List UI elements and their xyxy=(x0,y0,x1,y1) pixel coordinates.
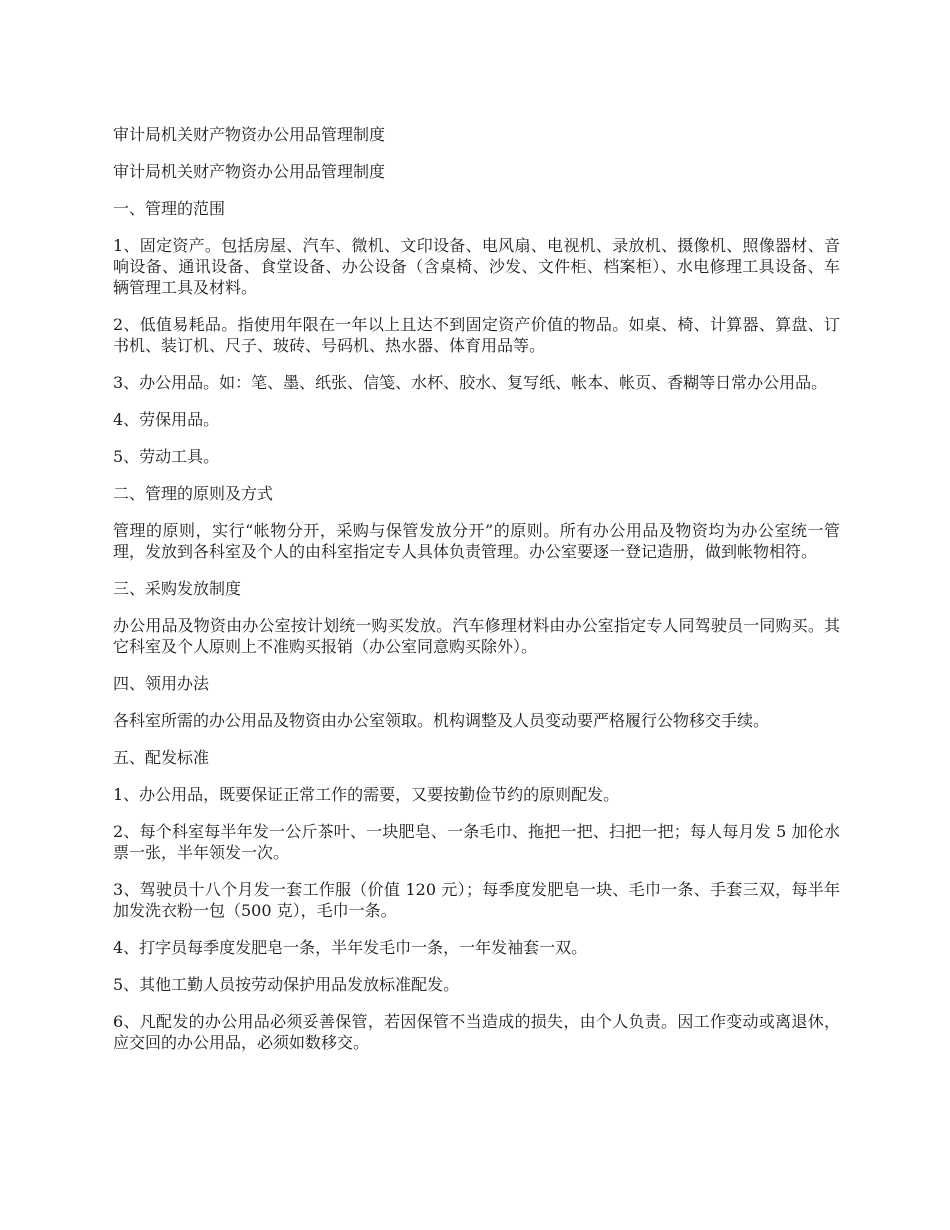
document-page xyxy=(113,124,840,1069)
paragraph-fixed-assets: 1、固定资产。包括房屋、汽车、微机、文印设备、电风扇、电视机、录放机、摄像机、照像器材、音响设备、通讯设备、食堂设备、办公设备（含桌椅、沙发、文件柜、档案柜）、水电修理工具设备、车辆管理工具及材料。 xyxy=(113,236,840,297)
paragraph-standard-4: 4、打字员每季度发肥皂一条，半年发毛巾一条，一年发袖套一双。 xyxy=(113,938,588,957)
section-heading-principles: 二、管理的原则及方式 xyxy=(113,484,274,503)
paragraph-labor-tools: 5、劳动工具。 xyxy=(113,447,220,466)
paragraph-principles: 管理的原则，实行“帐物分开，采购与保管发放分开”的原则。所有办公用品及物资均为办公室统一管理，发放到各科室及个人的由科室指定专人具体负责管理。办公室要逐一登记造册，做到帐物相符。 xyxy=(113,521,840,561)
paragraph-requisition: 各科室所需的办公用品及物资由办公室领取。机构调整及人员变动要严格履行公物移交手续。 xyxy=(113,711,770,730)
section-heading-scope: 一、管理的范围 xyxy=(113,199,226,218)
paragraph-standard-3: 3、驾驶员十八个月发一套工作服（价值 120 元）；每季度发肥皂一块、毛巾一条、手套三双，每半年加发洗衣粉一包（500 克），毛巾一条。 xyxy=(113,880,840,920)
paragraph-standard-6: 6、凡配发的办公用品必须妥善保管，若因保管不当造成的损失，由个人负责。因工作变动或离退休，应交回的办公用品，必须如数移交。 xyxy=(113,1012,840,1052)
paragraph-consumables: 2、低值易耗品。指使用年限在一年以上且达不到固定资产价值的物品。如桌、椅、计算器、算盘、订书机、装订机、尺子、玻砖、号码机、热水器、体育用品等。 xyxy=(113,315,840,355)
paragraph-labor-protection: 4、劳保用品。 xyxy=(113,410,220,429)
document-title: 审计局机关财产物资办公用品管理制度 xyxy=(113,125,386,144)
section-heading-standards: 五、配发标准 xyxy=(113,748,210,767)
paragraph-procurement: 办公用品及物资由办公室按计划统一购买发放。汽车修理材料由办公室指定专人同驾驶员一同购买。其它科室及个人原则上不准购买报销（办公室同意购买除外）。 xyxy=(113,616,840,656)
paragraph-office-supplies: 3、办公用品。如：笔、墨、纸张、信笺、水杯、胶水、复写纸、帐本、帐页、香糊等日常办公用品。 xyxy=(113,373,828,392)
section-heading-requisition: 四、领用办法 xyxy=(113,674,210,693)
paragraph-standard-1: 1、办公用品，既要保证正常工作的需要，又要按勤俭节约的原则配发。 xyxy=(113,785,620,804)
section-heading-procurement: 三、采购发放制度 xyxy=(113,579,242,598)
paragraph-standard-5: 5、其他工勤人员按劳动保护用品发放标准配发。 xyxy=(113,975,460,994)
paragraph-standard-2: 2、每个科室每半年发一公斤茶叶、一块肥皂、一条毛巾、拖把一把、扫把一把；每人每月发 5 加伦水票一张，半年领发一次。 xyxy=(113,822,840,862)
document-subtitle: 审计局机关财产物资办公用品管理制度 xyxy=(113,162,386,181)
